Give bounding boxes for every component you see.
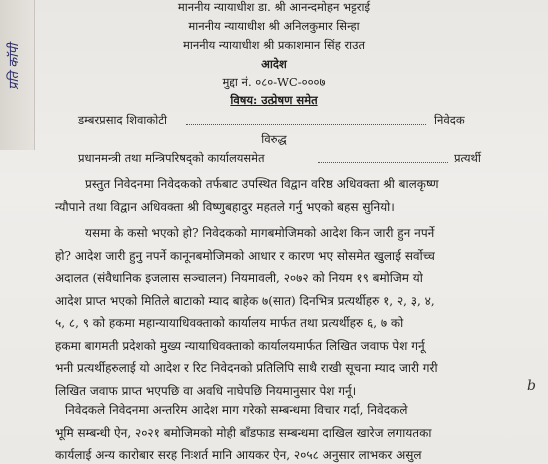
- petitioner-dotted-line: [186, 124, 426, 125]
- para3-line: कार्यलाई अन्य कारोबार सरह निःशर्त मानि आयकर ऐन, २०५८ अनुसार लाभकर असुल: [55, 448, 422, 462]
- respondent-name: प्रधानमन्त्री तथा मन्त्रिपरिषद्को कार्यालयसमेत: [78, 151, 265, 165]
- para2-line: लिखित जवाफ प्राप्त भएपछि वा अवधि नाघेपछि नियमानुसार पेश गर्नू।: [55, 383, 357, 398]
- judge-3: माननीय न्यायाधीश श्री प्रकाशमान सिंह राउत: [182, 38, 366, 52]
- para2-line: भनी प्रत्यर्थीहरुलाई यो आदेश र रिट निवेदनको प्रतिलिपि साथै राखी सूचना म्याद जारी गरी: [55, 361, 438, 375]
- order-title: आदेश: [261, 57, 287, 71]
- para1-line: न्यौपाने तथा विद्वान अधिवक्ता श्री विष्णुबहादुर महतले गर्नु भएको बहस सुनियो।: [55, 199, 395, 214]
- case-number: मुद्दा नं. ०८०-WC-०००७: [222, 75, 326, 89]
- handwritten-margin-note: प्रति कॉपी: [7, 43, 22, 90]
- paragraph-interim: [55, 399, 525, 464]
- judge-2: माननीय न्यायाधीश श्री अनिलकुमार सिन्हा: [188, 19, 360, 33]
- petitioner-label: निवेदक: [434, 113, 465, 127]
- subject-line: विषय: उत्प्रेषण समेत: [230, 93, 318, 107]
- versus-label: विरुद्ध: [261, 132, 287, 146]
- para2-line: हकमा बागमती प्रदेशको मुख्य न्यायाधिवक्ताको कार्यालयमार्फत लिखित जवाफ पेश गर्नू: [55, 338, 425, 353]
- respondent-label: प्रत्यर्थी: [454, 151, 481, 165]
- para2-line: अदालत (संवैधानिक इजलास सञ्चालन) नियमावली, २०७२ को नियम १९ बमोजिम यो: [55, 271, 423, 285]
- respondent-dotted-line: [318, 162, 448, 163]
- para3-line: भूमि सम्बन्धी ऐन, २०२१ बमोजिमको मोही बाँडफाड सम्बन्धमा दाखिल खारेज लगायतका: [55, 425, 432, 440]
- paragraph-hearing: [55, 173, 525, 218]
- judge-1: माननीय न्यायाधीश डा. श्री आनन्दमोहन भट्टराई: [177, 0, 371, 14]
- para3-line: निवेदकले निवेदनमा अन्तरिम आदेश माग गरेको सम्बन्धमा विचार गर्दा, निवेदकले: [65, 403, 408, 417]
- para2-line: यसमा के कसो भएको हो? निवेदकको मागबमोजिमको आदेश किन जारी हुन नपर्ने: [85, 226, 435, 240]
- para2-line: हो? आदेश जारी हुनु नपर्ने कानूनबमोजिमको आधार र कारण भए सोसमेत खुलाई सर्वोच्च: [55, 248, 435, 263]
- petitioner-name: डम्बरप्रसाद शिवाकोटी: [78, 113, 167, 127]
- para2-line: आदेश प्राप्त भएको मितिले बाटाको म्याद बाहेक ७(सात) दिनभित्र प्रत्यर्थीहरु १, २, ३, ४,: [55, 293, 435, 308]
- para2-line: ५, ८, ९ को हकमा महान्यायाधिवक्ताको कार्यालय मार्फत तथा प्रत्यर्थीहरु ६, ७ को: [55, 316, 404, 330]
- margin-pen-mark: b: [527, 378, 536, 394]
- paragraph-order: [55, 222, 525, 402]
- para1-line: प्रस्तुत निवेदनमा निवेदकको तर्फबाट उपस्थित विद्वान वरिष्ठ अधिवक्ता श्री बालकृष्ण: [85, 177, 439, 191]
